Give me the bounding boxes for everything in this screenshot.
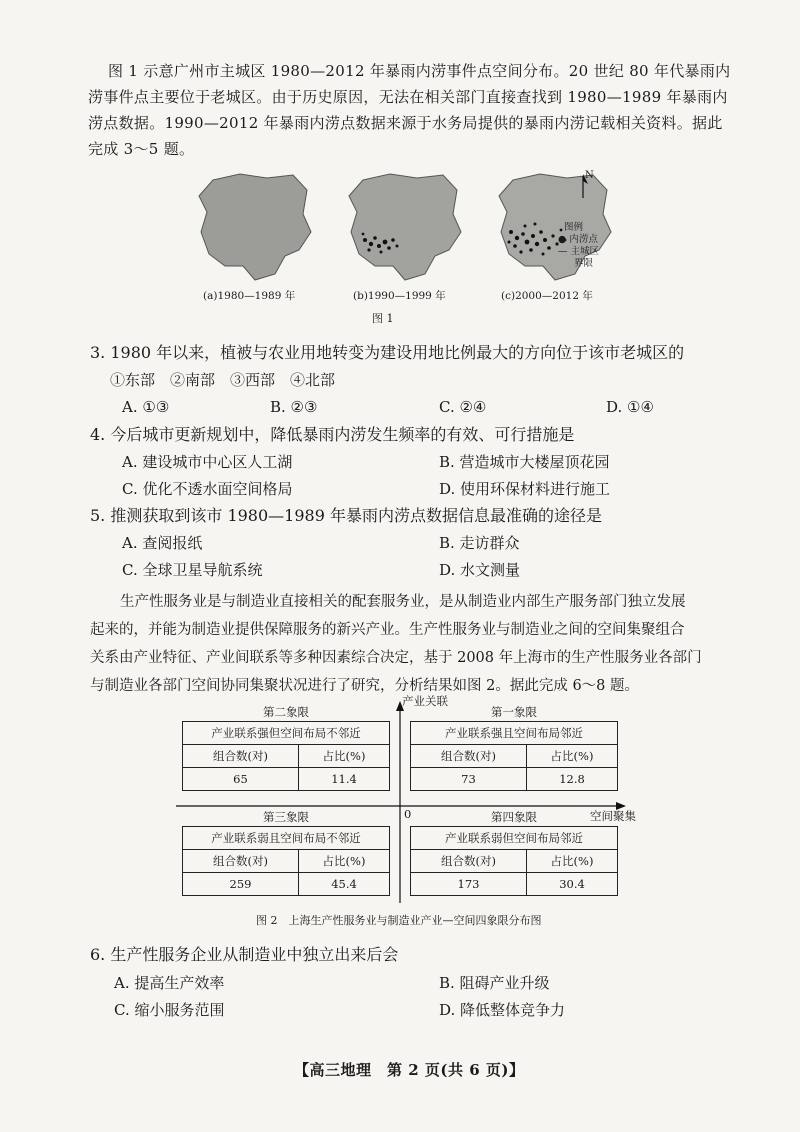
legend-line-row [558, 246, 599, 258]
map-label-a: (a)1980—1989 年 [203, 290, 296, 302]
question-3-items: ①东部 ②南部 ③西部 ④北部 [110, 371, 336, 389]
question-3-stem: 3. 1980 年以来，植被与农业用地转变为建设用地比例最大的方向位于该市老城区的 [90, 343, 685, 362]
quadrant-1-share: 12.8 [526, 768, 617, 791]
quadrant-3-title: 第三象限 [263, 810, 309, 824]
quadrant-2-table [182, 721, 390, 791]
quadrant-3-count: 259 [183, 873, 299, 896]
figure-2-caption: 图 2 上海生产性服务业与制造业产业—空间四象限分布图 [256, 914, 542, 927]
question-4-option-c: C. 优化不透水面空间格局 [122, 480, 293, 498]
intro2-line: 与制造业各部门空间协同集聚状况进行了研究，分析结果如图 2。据此完成 6～8 题。 [90, 678, 640, 694]
quadrant-2-desc: 产业联系强但空间布局不邻近 [183, 722, 390, 745]
quadrant-2-title: 第二象限 [263, 705, 309, 719]
quadrant-3 [182, 808, 390, 896]
north-label: N [585, 170, 594, 181]
quadrant-3-share: 45.4 [299, 873, 390, 896]
question-3-option-c: C. ②④ [439, 398, 487, 416]
question-5-option-b: B. 走访群众 [439, 534, 520, 552]
col-header-count: 组合数(对) [183, 745, 299, 768]
col-header-count: 组合数(对) [183, 850, 299, 873]
col-header-count: 组合数(对) [411, 745, 527, 768]
figure-1-caption: 图 1 [372, 312, 394, 325]
legend-title: 图例 [564, 222, 584, 233]
question-6-option-d: D. 降低整体竞争力 [439, 1001, 566, 1019]
intro2-line: 生产性服务业是与制造业直接相关的配套服务业，是从制造业内部生产服务部门独立发展 [120, 594, 686, 610]
intro2-line: 关系由产业特征、产业间联系等多种因素综合决定，基于 2008 年上海市的生产性服务业各部门 [90, 650, 702, 666]
map-label-c: (c)2000—2012 年 [501, 290, 593, 302]
legend-point-label: 内涝点 [569, 234, 598, 245]
quadrant-2-count: 65 [183, 768, 299, 791]
origin-label: 0 [404, 807, 412, 821]
quadrant-1-count: 73 [411, 768, 527, 791]
quadrant-4-count: 173 [411, 873, 527, 896]
question-3-option-a: A. ①③ [122, 398, 170, 416]
intro-paragraph-1 [88, 58, 748, 162]
quadrant-4-share: 30.4 [526, 873, 617, 896]
question-4-option-a: A. 建设城市中心区人工湖 [122, 453, 293, 471]
question-6-option-c: C. 缩小服务范围 [114, 1001, 225, 1019]
quadrant-4-desc: 产业联系弱但空间布局邻近 [411, 827, 618, 850]
legend-point-row [558, 234, 599, 246]
point-icon: ● [558, 234, 567, 245]
page-footer: 【高三地理 第 2 页(共 6 页)】 [294, 1061, 525, 1079]
quadrant-1-table [410, 721, 618, 791]
question-3-option-d: D. ①④ [606, 398, 654, 416]
intro-paragraph-2 [90, 588, 750, 700]
quadrant-2 [182, 703, 390, 791]
col-header-count: 组合数(对) [411, 850, 527, 873]
quadrant-1 [410, 703, 618, 791]
x-axis-label: 空间聚集 [590, 809, 636, 823]
map-panel-a [195, 170, 315, 282]
quadrant-1-title: 第一象限 [491, 705, 537, 719]
col-header-share: 占比(%) [299, 745, 390, 768]
intro-line: 图 1 示意广州市主城区 1980—2012 年暴雨内涝事件点空间分布。20 世纪 80 年代暴雨内 [108, 62, 731, 80]
col-header-share: 占比(%) [299, 850, 390, 873]
question-5-stem: 5. 推测获取到该市 1980—1989 年暴雨内涝点数据信息最准确的途径是 [90, 506, 602, 525]
line-icon: — [558, 246, 568, 257]
question-4-option-b: B. 营造城市大楼屋顶花园 [439, 453, 610, 471]
legend-line-label-2: 界限 [574, 258, 594, 269]
quadrant-4 [410, 808, 618, 896]
quadrant-2-share: 11.4 [299, 768, 390, 791]
col-header-share: 占比(%) [526, 745, 617, 768]
intro-line: 涝事件点主要位于老城区。由于历史原因，无法在相关部门直接查找到 1980—1989 年暴雨内 [88, 88, 728, 106]
intro-line: 涝点数据。1990—2012 年暴雨内涝点数据来源于水务局提供的暴雨内涝记载相关资料。据此 [88, 114, 723, 132]
question-5-option-c: C. 全球卫星导航系统 [122, 561, 263, 579]
intro2-line: 起来的，并能为制造业提供保障服务的新兴产业。生产性服务业与制造业之间的空间集聚组合 [90, 622, 685, 638]
y-axis-label: 产业关联 [402, 694, 448, 708]
question-4-stem: 4. 今后城市更新规划中，降低暴雨内涝发生频率的有效、可行措施是 [90, 425, 575, 444]
intro-line: 完成 3～5 题。 [88, 140, 195, 158]
north-arrow [577, 170, 593, 203]
quadrant-3-desc: 产业联系弱且空间布局不邻近 [183, 827, 390, 850]
quadrant-1-desc: 产业联系强且空间布局邻近 [411, 722, 618, 745]
question-4-option-d: D. 使用环保材料进行施工 [439, 480, 611, 498]
question-6-stem: 6. 生产性服务企业从制造业中独立出来后会 [90, 945, 399, 964]
question-3-option-b: B. ②③ [270, 398, 318, 416]
figure-2-quadrant-diagram [176, 693, 636, 933]
quadrant-4-table [410, 826, 618, 896]
figure-1-legend [558, 222, 599, 270]
legend-line-label-1: 主城区 [570, 246, 600, 257]
quadrant-4-title: 第四象限 [491, 810, 537, 824]
quadrant-3-table [182, 826, 390, 896]
col-header-share: 占比(%) [526, 850, 617, 873]
question-6-option-a: A. 提高生产效率 [114, 974, 225, 992]
map-label-b: (b)1990—1999 年 [353, 290, 446, 302]
question-5-option-a: A. 查阅报纸 [122, 534, 203, 552]
question-6-option-b: B. 阻碍产业升级 [439, 974, 550, 992]
question-5-option-d: D. 水文测量 [439, 561, 521, 579]
map-panel-b [345, 170, 465, 282]
